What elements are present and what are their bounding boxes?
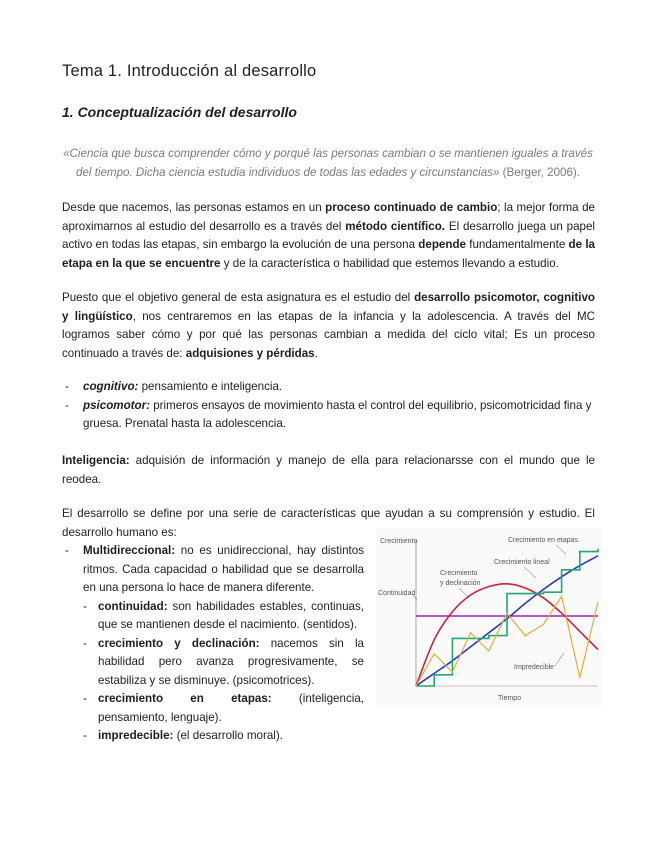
quote-citation: (Berger, 2006). <box>502 165 580 179</box>
bold-run: Inteligencia: <box>62 454 130 467</box>
development-areas-list <box>62 378 595 434</box>
document-title: Tema 1. Introducción al desarrollo <box>62 62 317 80</box>
bold-run: depende <box>418 238 466 251</box>
bullet-dash: - <box>83 692 87 705</box>
bullet-dash: - <box>83 599 87 613</box>
text-run: Desde que nacemos, las personas estamos en un <box>62 201 326 214</box>
list-text: primeros ensayos de movimiento hasta el control del equilibrio, psicomotricidad fina y gruesa. Prenatal hasta la adolescencia. <box>83 398 592 430</box>
text-run: El desarrollo juega un papel activo en todas las etapas, sin embargo la evolución de una persona <box>62 219 595 251</box>
bullet-dash: - <box>65 398 69 412</box>
label-continuidad: Continuidad <box>378 590 416 597</box>
list-text: son habilidades estables, continuas, que se mantienen desde el nacimiento. (sentidos). <box>98 599 364 631</box>
leader-line <box>556 545 566 554</box>
bullet-dash: - <box>65 544 69 557</box>
list-text: no es unidireccional, hay distintos ritmos. Cada capacidad o habilidad que se desarrolla en una persona lo hace de manera diferente. <box>83 544 364 594</box>
list-term: crecimiento en etapas: <box>98 692 272 705</box>
bullet-dash: - <box>83 636 87 650</box>
text-run: ; la mejor forma de aproximarnos al estudio del desarrollo es a través del <box>62 201 596 233</box>
leader-line <box>555 653 564 666</box>
label-crecimiento-declinacion-2: y declinación <box>440 580 481 587</box>
characteristics-sublist <box>83 598 364 746</box>
list-text: (el desarrollo moral). <box>173 729 283 742</box>
bullet-dash: - <box>83 729 87 742</box>
list-term: Multidireccional: <box>83 544 176 557</box>
list-text: pensamiento e inteligencia. <box>138 380 283 393</box>
label-crecimiento-etapas: Crecimiento en etapas <box>508 537 579 544</box>
text-run: . <box>314 346 318 360</box>
development-patterns-chart <box>376 528 602 708</box>
bold-run: adquisiones y pérdidas <box>185 346 315 360</box>
sublist-item <box>83 727 364 746</box>
label-crecimiento-lineal: Crecimiento lineal <box>494 559 550 566</box>
list-text: nacemos sin la habilidad pero avanza progresivamente, se estabiliza y se disminuye. (psicomotrices). <box>98 636 364 687</box>
list-item <box>62 378 595 397</box>
y-axis-label: Crecimiento <box>380 538 418 545</box>
sublist-item <box>83 598 364 635</box>
list-term: continuidad: <box>98 599 168 613</box>
list-term: impredecible: <box>98 729 174 742</box>
text-run: adquisión de información y manejo de ella para relacionarsse con el mundo que le reodea. <box>62 454 595 486</box>
leader-line <box>524 567 536 578</box>
list-term: psicomotor: <box>83 398 150 412</box>
bold-run: método científico. <box>345 219 446 233</box>
quote-text: «Ciencia que busca comprender cómo y porqué las personas cambian o se mantienen iguales a través del tiempo. Dicha ciencia estudia individuos de todas las edades y circunstancias» <box>63 147 593 179</box>
section-heading: 1. Conceptualización del desarrollo <box>62 104 297 120</box>
bullet-dash: - <box>65 380 69 393</box>
characteristics-list <box>62 542 364 746</box>
label-crecimiento-declinacion-1: Crecimiento <box>440 570 478 577</box>
text-run: , nos centraremos en las etapas de la infancia y la adolescencia. A través del MC logramos saber cómo y por qué las personas cambian a medida del ciclo vital; Es un proceso continuado a través de: <box>62 309 595 360</box>
list-text: (inteligencia, pensamiento, lenguaje). <box>98 692 364 724</box>
paragraph-characteristics: El desarrollo se define por una serie de características que ayudan a su comprensión y estudio. El desarrollo humano es: <box>62 507 595 539</box>
sublist-item <box>83 635 364 691</box>
paragraph-objective <box>62 289 595 363</box>
quote-block <box>62 145 594 182</box>
bold-run: de la etapa en la que se encuentre <box>62 238 595 270</box>
list-term: cognitivo: <box>83 380 139 393</box>
bold-run: proceso continuado de cambio <box>325 201 498 214</box>
text-run: fundamentalmente <box>465 238 569 251</box>
text-run: Puesto que el objetivo general de esta asignatura es el estudio del <box>62 291 415 304</box>
paragraph-intelligence <box>62 452 595 489</box>
label-impredecible: Impredecible <box>514 664 555 671</box>
list-item <box>62 397 595 434</box>
text-run: y de la característica o habilidad que estemos llevando a estudio. <box>220 256 559 270</box>
paragraph-intro <box>62 199 595 273</box>
bold-run: desarrollo psicomotor, cognitivo y lingüístico <box>62 291 595 323</box>
x-axis-label: Tiempo <box>498 695 522 702</box>
chart-svg <box>376 528 602 708</box>
leader-line <box>459 588 469 598</box>
sublist-item <box>83 690 364 727</box>
list-item <box>62 542 364 746</box>
list-term: crecimiento y declinación: <box>98 636 260 650</box>
